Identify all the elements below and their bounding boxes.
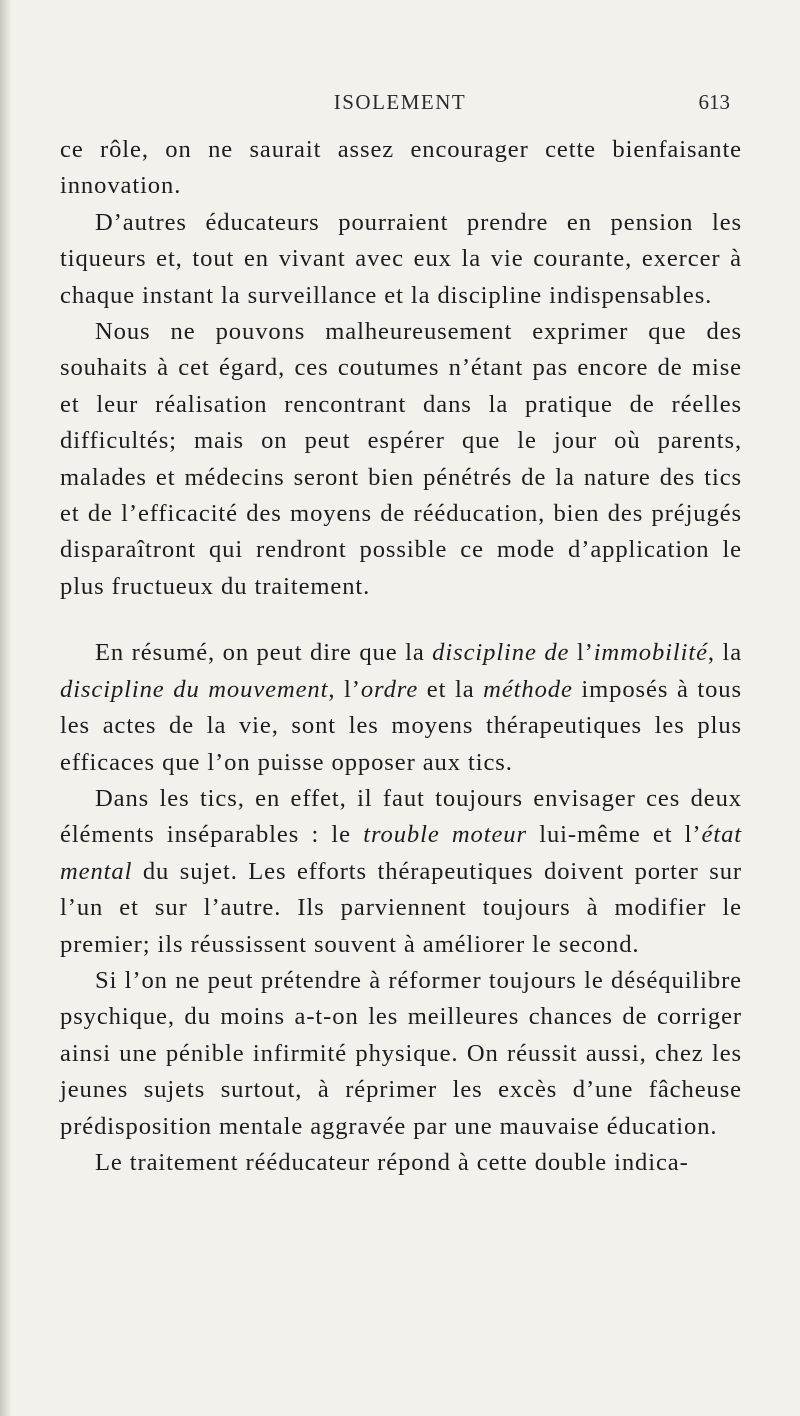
text-run: du sujet. Les efforts thérapeutiques doivent porter sur l’un et sur l’autre. Ils parviennent toujours à modifier le premier; ils réussissent souvent à améliorer le second. bbox=[60, 857, 742, 958]
paragraph-4 bbox=[60, 635, 742, 781]
italic-run: trouble moteur bbox=[363, 821, 527, 849]
page-binding-shadow bbox=[0, 0, 12, 1416]
text-run: et la bbox=[418, 675, 484, 703]
paragraph-1: ce rôle, on ne saurait assez encourager cette bienfaisante innovation. bbox=[60, 136, 742, 200]
paragraph-3: Nous ne pouvons malheureusement exprimer que des souhaits à cet égard, ces coutumes n’étant pas encore de mise et leur réalisation rencontrant dans la pratique de réelles difficultés; mais on peut espérer que le jour où parents, malades et médecins seront bien pénétrés de la nature des tics et de l’efficacité des moyens de rééducation, bien des préjugés disparaîtront qui rendront possible ce mode d’application le plus fructueux du traitement. bbox=[60, 318, 742, 600]
text-run: En résumé, on peut dire que la bbox=[95, 639, 433, 667]
paragraph-7: Le traitement rééducateur répond à cette double indica- bbox=[95, 1148, 689, 1176]
paragraph-2: D’autres éducateurs pourraient prendre en pension les tiqueurs et, tout en vivant avec eux la vie courante, exercer à chaque instant la surveillance et la discipline indispensables. bbox=[60, 208, 742, 309]
italic-run: discipline du mouvement bbox=[60, 675, 329, 703]
text-run: , la bbox=[707, 639, 743, 667]
italic-run: état mental bbox=[60, 821, 742, 885]
text-run: , l’ bbox=[328, 675, 361, 703]
paragraph-6: Si l’on ne peut prétendre à réformer toujours le déséquilibre psychique, du moins a-t-on les meilleures chances de corriger ainsi une pénible infirmité physique. On réussit aussi, chez les jeunes sujets surtout, à réprimer les excès d’une fâcheuse prédisposition mentale aggravée par une mauvaise éducation. bbox=[60, 966, 742, 1140]
italic-run: ordre bbox=[360, 675, 419, 703]
running-title: ISOLEMENT bbox=[333, 90, 467, 114]
page-header bbox=[0, 88, 800, 118]
page-body bbox=[60, 132, 742, 1181]
text-run: Dans les tics, en effet, il faut toujours envisager ces deux éléments inséparables : le bbox=[60, 784, 742, 849]
text-run: lui-même et l’ bbox=[526, 821, 702, 849]
italic-run: discipline de bbox=[432, 639, 570, 667]
paragraph-5 bbox=[60, 781, 742, 963]
page-number: 613 bbox=[698, 90, 730, 114]
italic-run: immobilité bbox=[593, 639, 708, 667]
text-run: l’ bbox=[569, 639, 594, 667]
italic-run: méthode bbox=[483, 675, 573, 703]
text-run: imposés à tous les actes de la vie, sont les moyens thérapeutiques les plus efficaces que l’on puisse opposer aux tics. bbox=[60, 675, 742, 776]
